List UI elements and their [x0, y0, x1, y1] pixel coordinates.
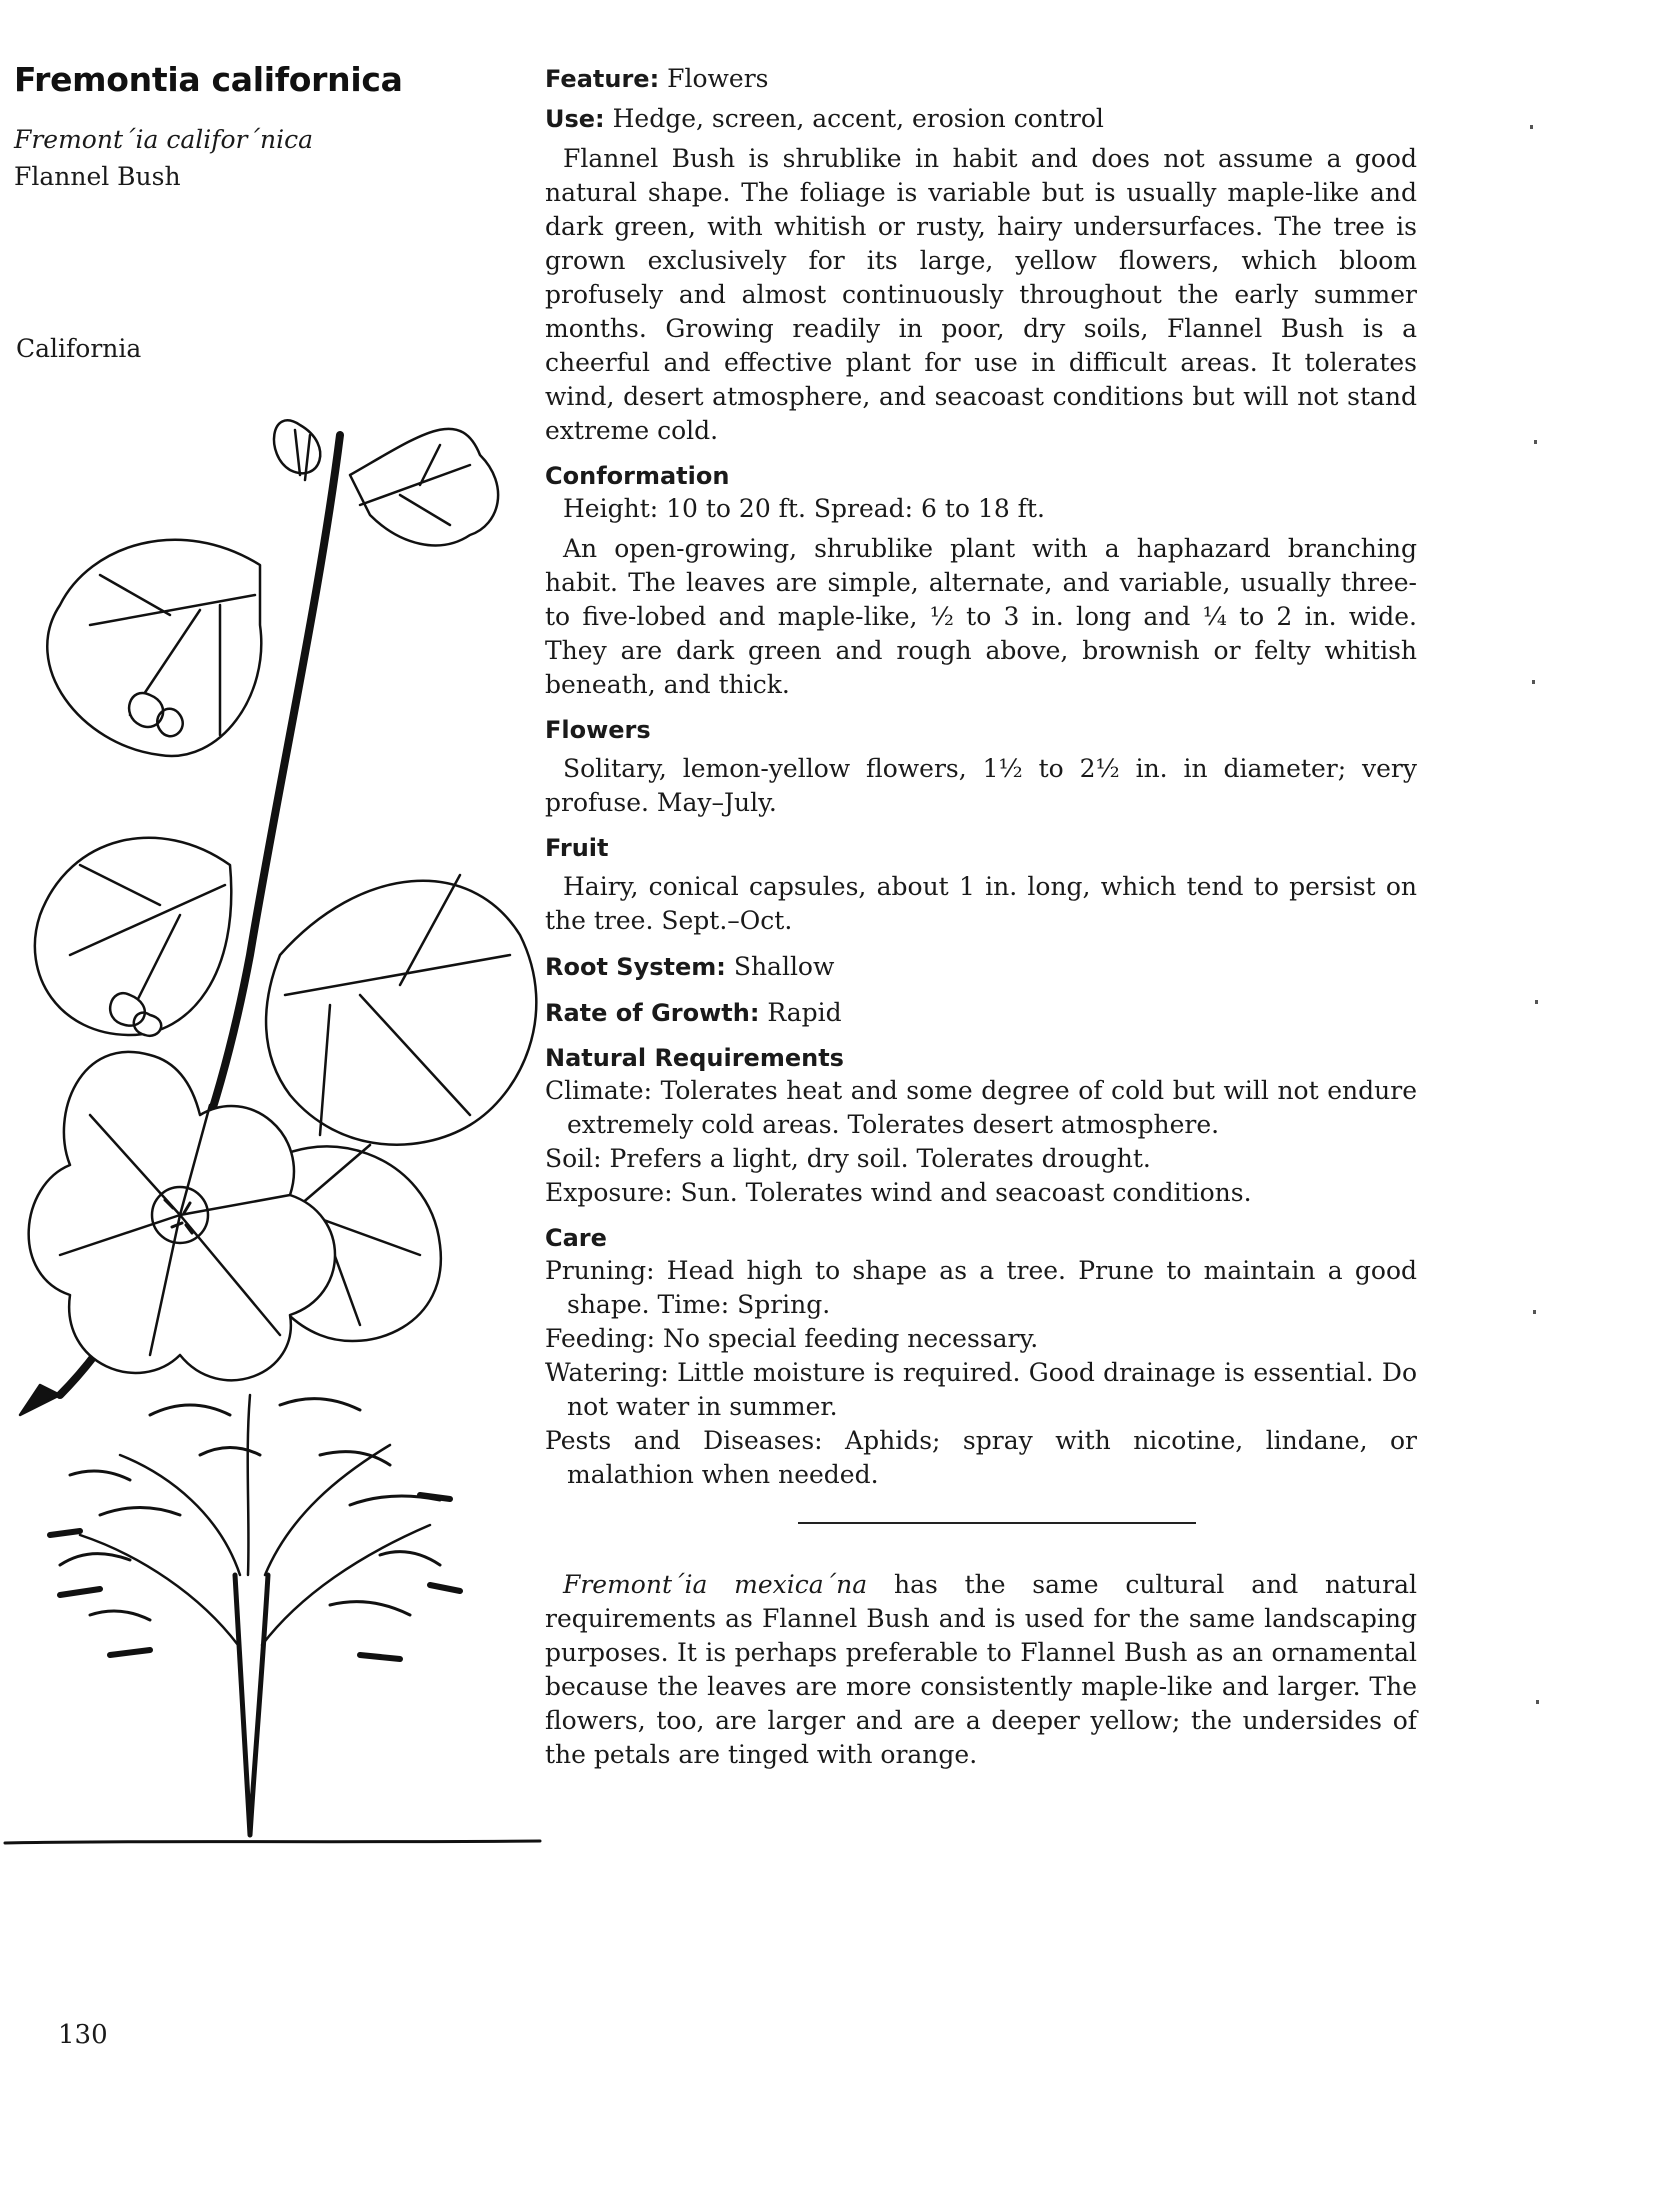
root-system-value: Shallow [733, 952, 835, 981]
scan-speck [1535, 1000, 1538, 1004]
flowers-heading: Flowers [545, 716, 651, 744]
scan-speck [1533, 1310, 1536, 1314]
flannel-bush-illustration [0, 395, 550, 1870]
common-name: Flannel Bush [14, 162, 181, 191]
use-line [545, 102, 1417, 136]
climate-text: Climate: Tolerates heat and some degree of cold but will not endure extremely cold areas. Tolerates desert atmosphere. [545, 1076, 1417, 1139]
natural-requirements-heading: Natural Requirements [545, 1044, 844, 1072]
conformation-text: An open-growing, shrublike plant with a haphazard branching habit. The leaves are simple, alternate, and variable, usually three- to five-lobed and maple-like, ½ to 3 in. long and ¼ to 2 in. wide. They are dark green and rough above, brownish or felty whitish beneath, and thick. [545, 534, 1417, 699]
fruit-text: Hairy, conical capsules, about 1 in. long, which tend to persist on the tree. Sept.–Oct. [545, 872, 1417, 935]
closing-paragraph [545, 1568, 1417, 1772]
growth-rate-line [545, 996, 1417, 1030]
growth-rate-value: Rapid [767, 998, 842, 1027]
flowers-text: Solitary, lemon-yellow flowers, 1½ to 2½ in. in diameter; very profuse. May–July. [545, 754, 1417, 817]
related-species-name: Fremont´ia mexica´na [563, 1570, 868, 1599]
scan-speck [1534, 440, 1537, 444]
species-description [545, 62, 1417, 1772]
page-title: Fremontia californica [14, 60, 403, 99]
care-heading: Care [545, 1224, 607, 1252]
species-header [14, 60, 534, 191]
intro-paragraph: Flannel Bush is shrublike in habit and does not assume a good natural shape. The foliage is variable but is usually maple-like and dark green, with whitish or rusty, hairy undersurfaces. The tree is grown exclusively for its large, yellow flowers, which bloom profusely and almost continuously throughout the early summer months. Growing readily in poor, dry soils, Flannel Bush is a cheerful and effective plant for use in difficult areas. It tolerates wind, desert atmosphere, and seacoast conditions but will not stand extreme cold. [545, 144, 1417, 445]
feeding-text: Feeding: No special feeding necessary. [545, 1324, 1039, 1353]
root-system-line [545, 950, 1417, 984]
conformation-heading: Conformation [545, 462, 730, 490]
conformation-size: Height: 10 to 20 ft. Spread: 6 to 18 ft. [563, 494, 1045, 523]
feature-value: Flowers [667, 64, 769, 93]
soil-text: Soil: Prefers a light, dry soil. Tolerates drought. [545, 1144, 1151, 1173]
section-divider [798, 1522, 1196, 1524]
use-label: Use: [545, 105, 605, 133]
scan-speck [1532, 680, 1535, 684]
scan-speck [1530, 125, 1533, 129]
root-system-label: Root System: [545, 953, 726, 981]
botanical-name: Fremont´ia califor´nica [14, 125, 313, 154]
use-value: Hedge, screen, accent, erosion control [612, 104, 1104, 133]
fruit-heading: Fruit [545, 834, 609, 862]
page-number: 130 [58, 2020, 108, 2050]
exposure-text: Exposure: Sun. Tolerates wind and seacoast conditions. [545, 1178, 1252, 1207]
native-region: California [16, 334, 142, 363]
watering-text: Watering: Little moisture is required. Good drainage is essential. Do not water in summer. [545, 1358, 1417, 1421]
feature-label: Feature: [545, 65, 660, 93]
closing-text: has the same cultural and natural requirements as Flannel Bush and is used for the same landscaping purposes. It is perhaps preferable to Flannel Bush as an ornamental because the leaves are more consistently maple-like and larger. The flowers, too, are larger and are a deeper yellow; the undersides of the petals are tinged with orange. [545, 1570, 1417, 1769]
growth-rate-label: Rate of Growth: [545, 999, 760, 1027]
pests-text: Pests and Diseases: Aphids; spray with nicotine, lindane, or malathion when needed. [545, 1426, 1417, 1489]
pruning-text: Pruning: Head high to shape as a tree. Prune to maintain a good shape. Time: Spring. [545, 1256, 1417, 1319]
scan-speck [1536, 1700, 1539, 1704]
feature-line [545, 62, 1417, 96]
